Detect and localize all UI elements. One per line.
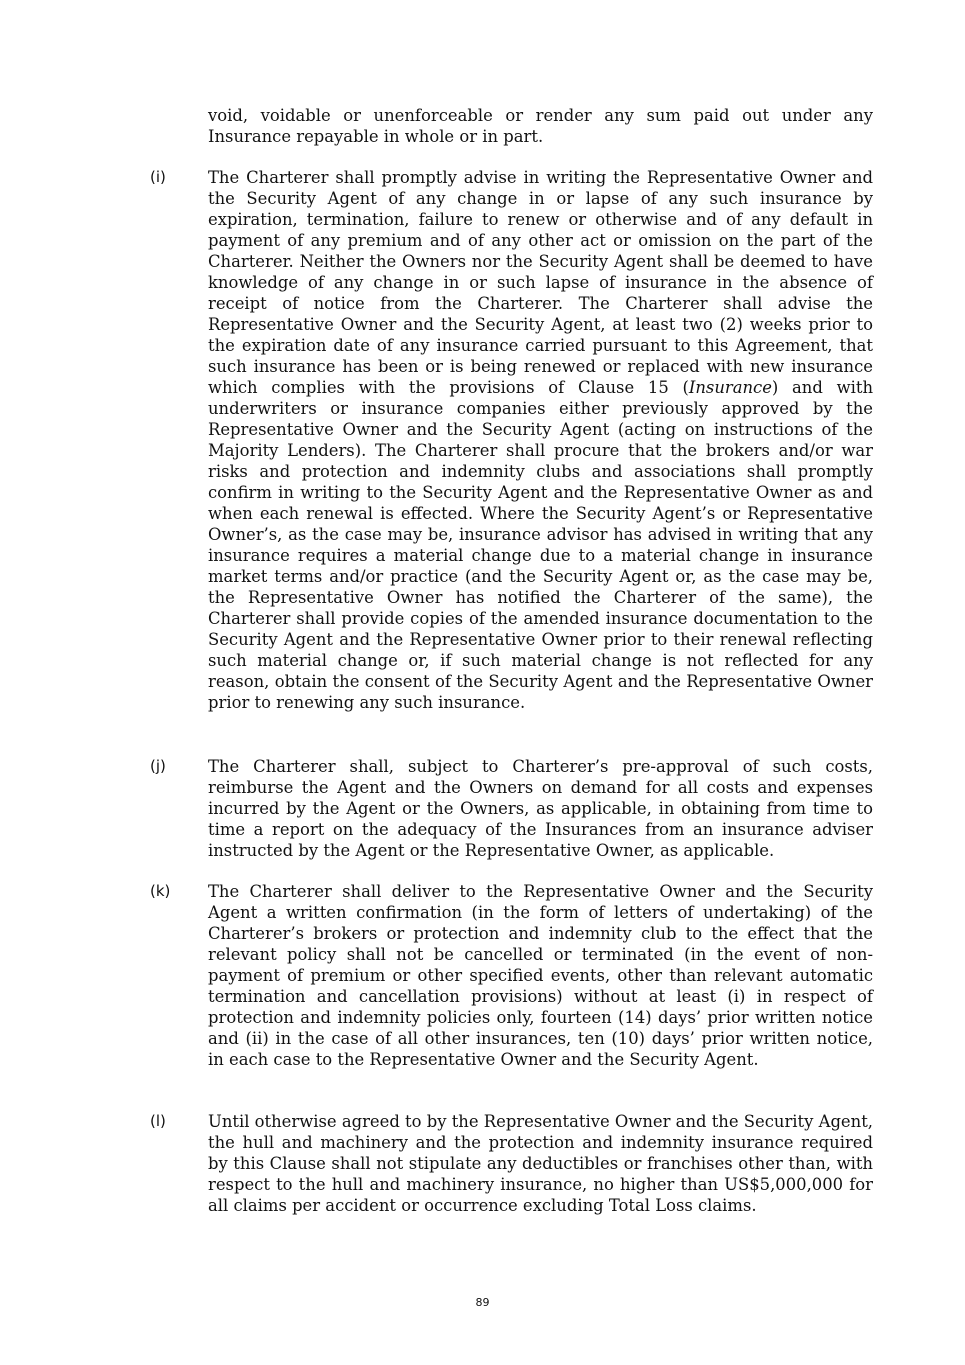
clause-label: (k) [150, 882, 171, 900]
clause-text [208, 167, 873, 713]
clause-label: (l) [150, 1112, 166, 1130]
clause-label: (i) [150, 168, 166, 186]
clause-text: The Charterer shall deliver to the Representative Owner and the Security Agent a written confirmation (in the form of letters of undertaking) of the Charterer’s brokers or protection and indemnity club to the effect that the relevant policy shall not be cancelled or terminated (in the event of non-payment of premium or other specified events, other than relevant automatic termination and cancellation provisions) without at least (i) in respect of protection and indemnity policies only, fourteen (14) days’ prior written notice and (ii) in the case of all other insurances, ten (10) days’ prior written notice, in each case to the Representative Owner and the Security Agent. [208, 882, 873, 1069]
continued-paragraph: void, voidable or unenforceable or render any sum paid out under any Insurance repayable in whole or in part. [208, 106, 873, 146]
clause-label: (j) [150, 757, 166, 775]
page-number: 89 [475, 1296, 490, 1309]
clause-reference-italic: Insurance [688, 378, 772, 397]
clause-text-part: The Charterer shall promptly advise in writing the Representative Owner and the Security Agent of any change in or lapse of any such insurance by expiration, termination, failure to renew or otherwise and of any default in payment of any premium and of any other act or omission on the part of the Charterer. Neither the Owners nor the Security Agent shall be deemed to have knowledge of any change in or such lapse of insurance in the absence of receipt of notice from the Charterer. The Charterer shall advise the Representative Owner and the Security Agent, at least two (2) weeks prior to the expiration date of any insurance carried pursuant to this Agreement, that such insurance has been or is being renewed or replaced with new insurance which complies with the provisions of Clause 15 ( [208, 168, 873, 397]
clause-text: The Charterer shall, subject to Charterer’s pre-approval of such costs, reimburse the Agent and the Owners on demand for all costs and expenses incurred by the Agent or the Owners, as applicable, in obtaining from time to time a report on the adequacy of the Insurances from an insurance adviser instructed by the Agent or the Representative Owner, as applicable. [208, 757, 873, 860]
clause-text: Until otherwise agreed to by the Representative Owner and the Security Agent, the hull and machinery and the protection and indemnity insurance required by this Clause shall not stipulate any deductibles or franchises other than, with respect to the hull and machinery insurance, no higher than US$5,000,000 for all claims per accident or occurrence excluding Total Loss claims. [208, 1112, 873, 1215]
clause-text-part: ) and with underwriters or insurance companies either previously approved by the Representative Owner and the Security Agent (acting on instructions of the Majority Lenders). The Charterer shall procure that the brokers and/or war risks and protection and indemnity clubs and associations shall promptly confirm in writing to the Security Agent and the Representative Owner as and when each renewal is effected. Where the Security Agent’s or Representative Owner’s, as the case may be, insurance advisor has advised in writing that any insurance requires a material change due to a material change in insurance market terms and/or practice (and the Security Agent or, as the case may be, the Representative Owner has notified the Charterer of the same), the Charterer shall provide copies of the amended insurance documentation to the Security Agent and the Representative Owner prior to their renewal reflecting such material change or, if such material change is not reflected for any reason, obtain the consent of the Security Agent and the Representative Owner prior to renewing any such insurance. [208, 378, 873, 712]
